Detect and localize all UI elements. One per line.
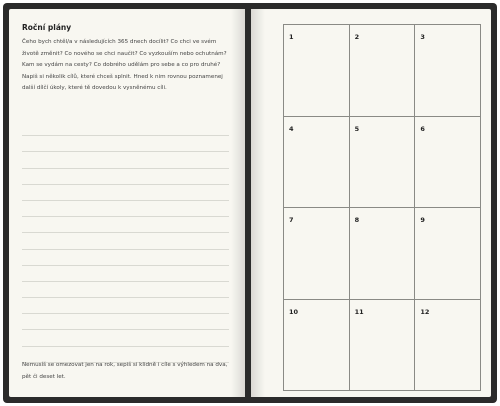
month-cell-3[interactable]	[415, 25, 481, 117]
month-number: 11	[354, 307, 364, 316]
outro-text: Nemusíš se omezovat jen na rok, sepiš si klidně i cíle s výhledem na dva, pět či deset let.	[22, 362, 228, 380]
page-title: Roční plány	[22, 23, 72, 32]
month-cell-1[interactable]	[284, 25, 350, 117]
writing-line[interactable]	[22, 217, 229, 233]
month-number: 1	[289, 33, 294, 41]
writing-line[interactable]	[22, 233, 229, 249]
planner-spread	[3, 3, 497, 403]
month-cell-7[interactable]	[284, 208, 350, 300]
writing-line[interactable]	[22, 266, 229, 282]
month-cell-10[interactable]	[284, 300, 350, 392]
writing-lines	[22, 120, 229, 363]
month-number: 7	[289, 216, 294, 224]
writing-line[interactable]	[22, 314, 229, 330]
left-page	[9, 9, 245, 397]
writing-line[interactable]	[22, 330, 229, 346]
writing-line[interactable]	[22, 298, 229, 314]
month-cell-4[interactable]	[284, 117, 350, 209]
month-number: 5	[354, 124, 360, 133]
right-page	[251, 9, 491, 397]
writing-line[interactable]	[22, 250, 229, 266]
intro-text: Čeho bych chtěl/a v následujících 365 dnech docílit? Co chci ve svém životě změnit? Co nového se chci naučit? Co vyzkouším nebo ochutnám? Kam se vydám na cesty? Co dobrého udělám pro sebe a co pro druhé? Napiš si několik cílů, které chceš splnit. Hned k nim rovnou poznamenej další dílčí úkoly, které tě dovedou k vysněnému cíli.	[22, 39, 227, 92]
month-number: 4	[289, 124, 294, 133]
month-number: 3	[420, 33, 425, 41]
month-cell-9[interactable]	[415, 208, 481, 300]
month-number: 12	[420, 307, 430, 316]
writing-line[interactable]	[22, 201, 229, 217]
month-number: 10	[289, 307, 299, 316]
month-number: 2	[354, 33, 360, 41]
month-cell-11[interactable]	[350, 300, 416, 392]
month-number: 9	[420, 216, 425, 224]
right-gutter-shadow	[251, 9, 265, 397]
writing-line[interactable]	[22, 152, 229, 168]
writing-line[interactable]	[22, 136, 229, 152]
month-cell-5[interactable]	[350, 117, 416, 209]
month-grid	[283, 24, 481, 391]
month-cell-2[interactable]	[350, 25, 416, 117]
writing-line[interactable]	[22, 169, 229, 185]
month-cell-8[interactable]	[350, 208, 416, 300]
month-number: 6	[420, 124, 425, 133]
writing-line[interactable]	[22, 282, 229, 298]
month-cell-6[interactable]	[415, 117, 481, 209]
month-cell-12[interactable]	[415, 300, 481, 392]
month-number: 8	[354, 216, 360, 224]
writing-line[interactable]	[22, 185, 229, 201]
writing-line[interactable]	[22, 120, 229, 136]
